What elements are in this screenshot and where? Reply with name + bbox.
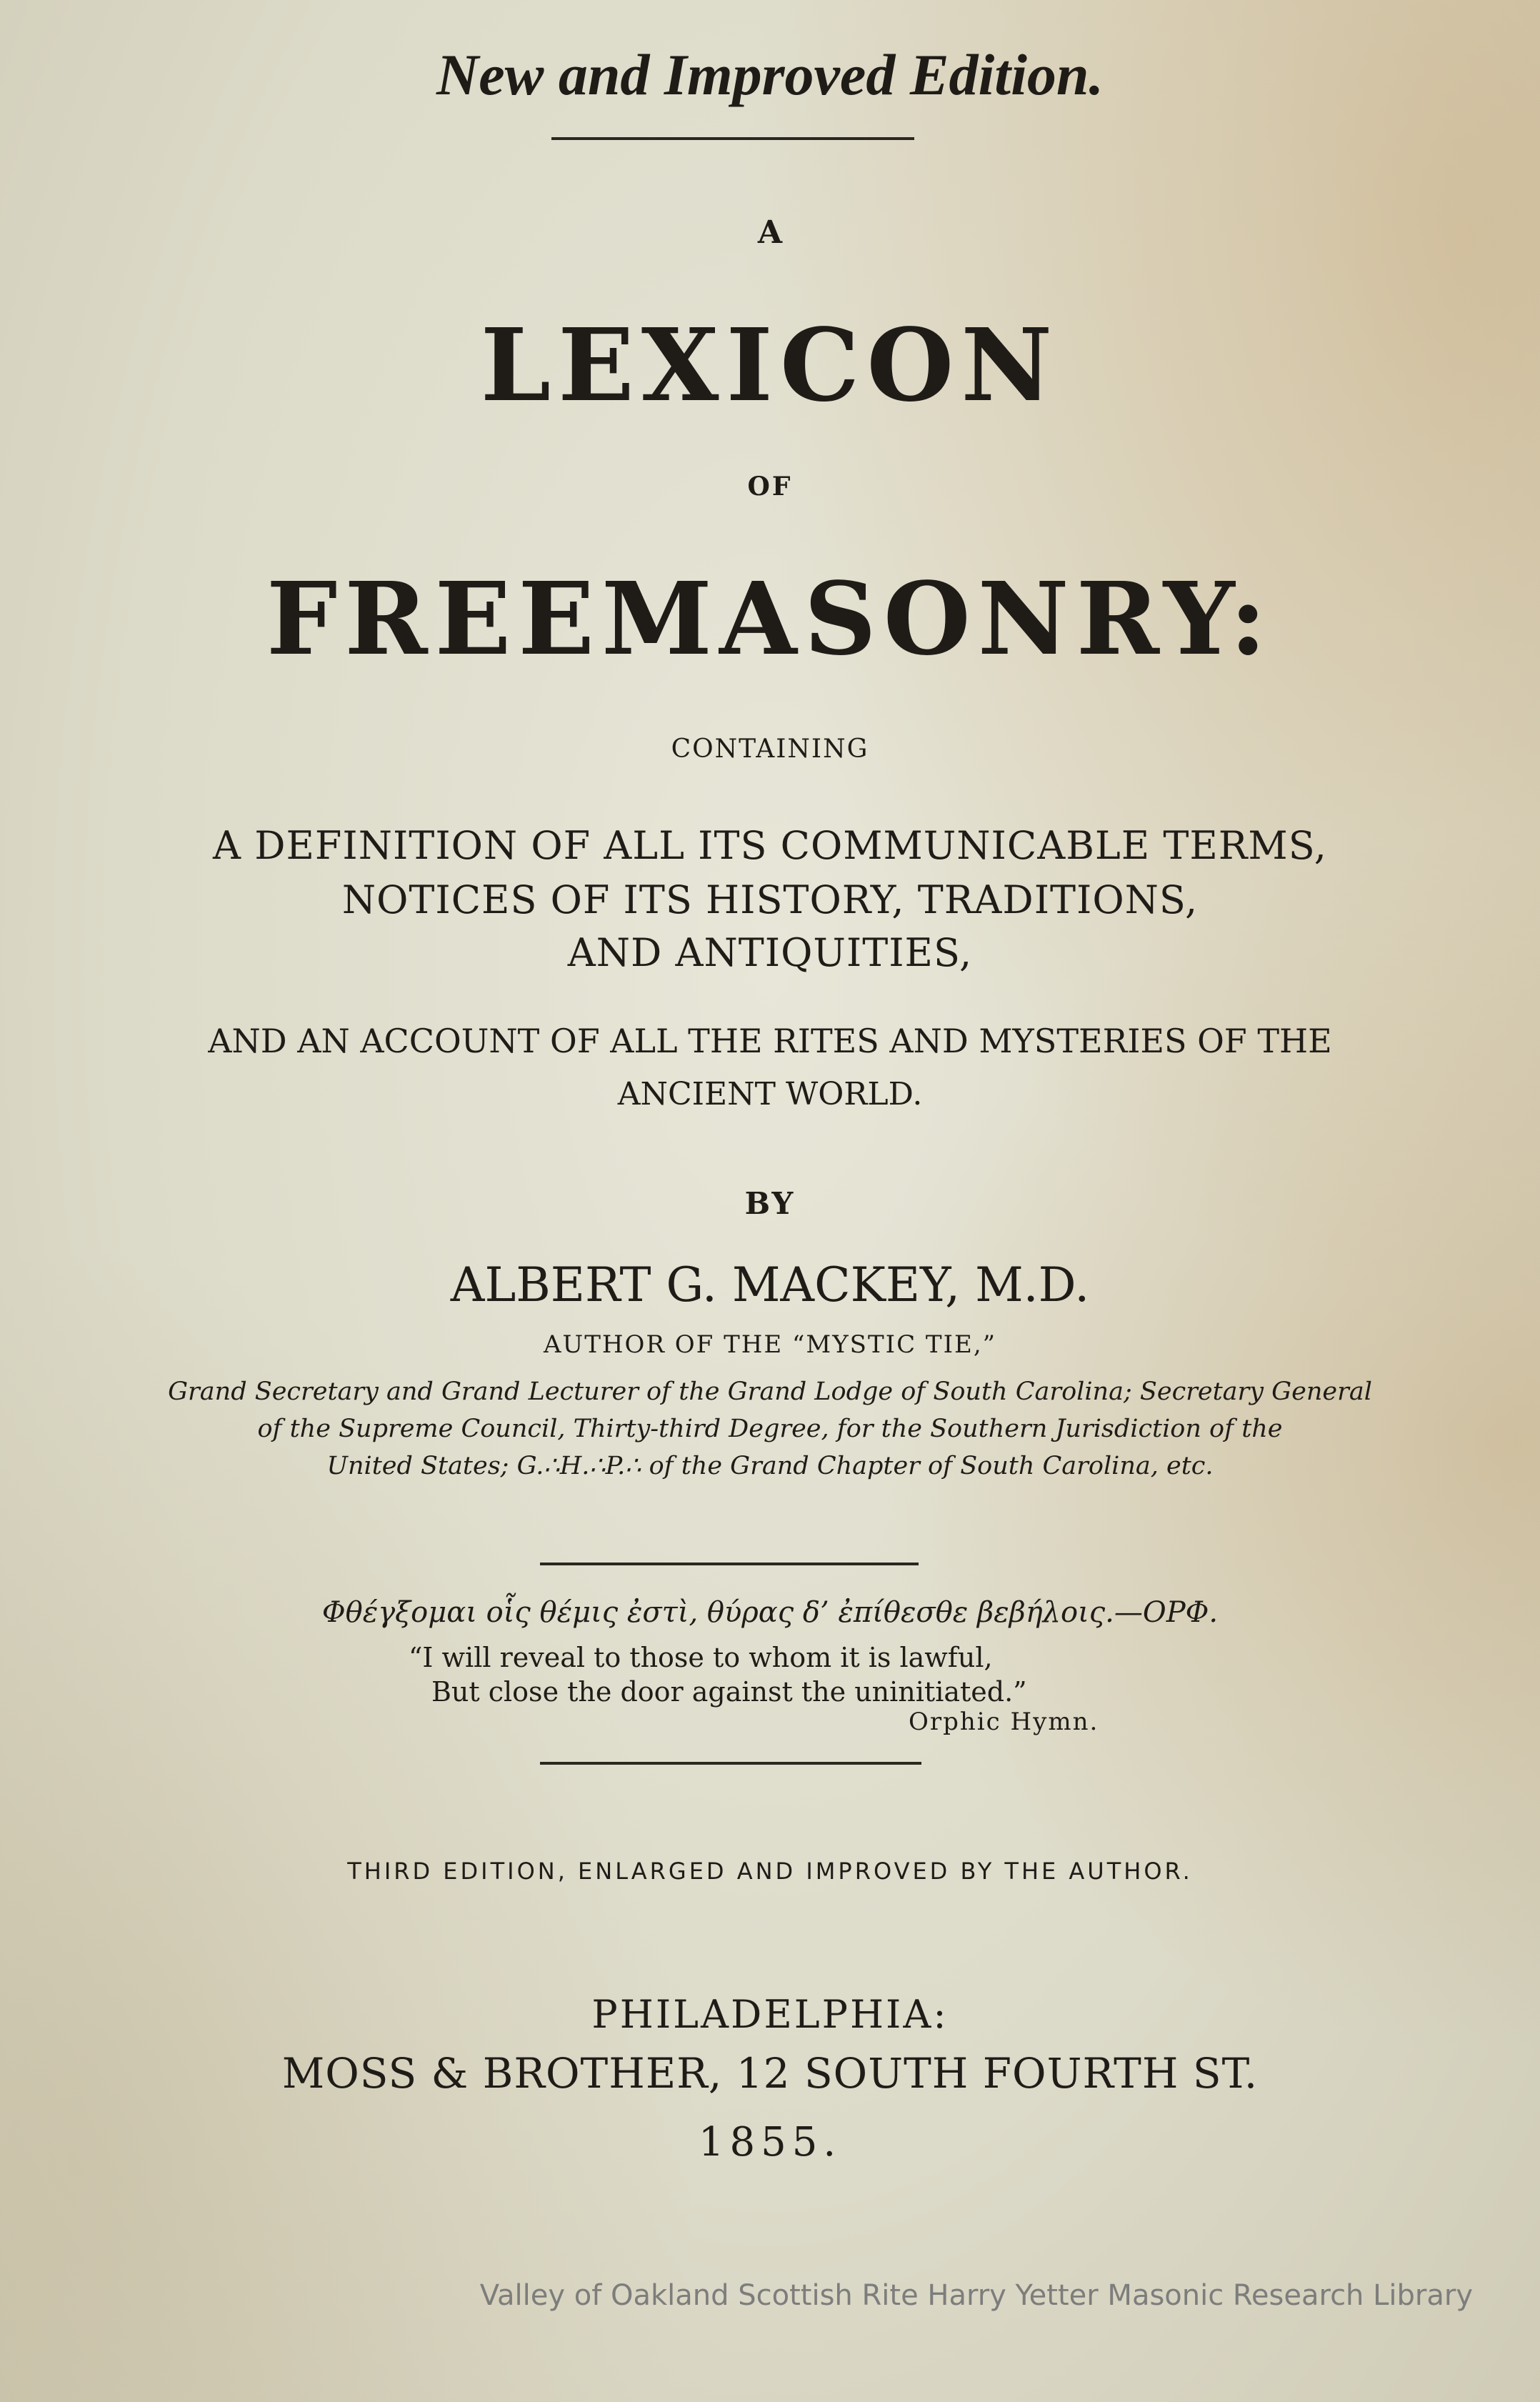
contents-line-1: A DEFINITION OF ALL ITS COMMUNICABLE TERMS, [213, 823, 1327, 868]
imprint-city: PHILADELPHIA: [591, 1992, 949, 2037]
top-rule [551, 137, 914, 140]
edition-heading: New and Improved Edition. [436, 42, 1104, 107]
library-watermark: Valley of Oakland Scottish Rite Harry Yetter Masonic Research Library [479, 2279, 1473, 2312]
title-main: LEXICON [480, 307, 1060, 424]
credentials-line-2: of the Supreme Council, Thirty-third Degree, for the Southern Jurisdiction of the [257, 1415, 1283, 1443]
credentials-line-1: Grand Secretary and Grand Lecturer of the Grand Lodge of South Carolina; Secretary General [168, 1377, 1372, 1406]
edition-note: THIRD EDITION, ENLARGED AND IMPROVED BY THE AUTHOR. [347, 1858, 1193, 1885]
epigraph-source: Orphic Hymn. [909, 1708, 1099, 1736]
containing-label: CONTAINING [671, 734, 869, 764]
imprint-publisher: MOSS & BROTHER, 12 SOUTH FOURTH ST. [281, 2049, 1259, 2098]
epigraph-greek: Φθέγξομαι οἷς θέμις ἐστὶ, θύρας δ’ ἐπίθεσθε βεβήλοις.—ΟΡΦ. [321, 1596, 1219, 1629]
title-article: A [757, 214, 783, 251]
epigraph-rule-top [540, 1563, 919, 1565]
author-name: ALBERT G. MACKEY, M.D. [450, 1257, 1090, 1312]
contents-line-3: AND ANTIQUITIES, [567, 930, 973, 975]
credentials-line-3: United States; G.∴H.∴P.∴ of the Grand Chapter of South Carolina, etc. [326, 1452, 1214, 1480]
author-of: AUTHOR OF THE “MYSTIC TIE,” [543, 1330, 997, 1359]
title-of: OF [747, 472, 793, 502]
imprint-year: 1855. [698, 2119, 842, 2166]
contents-line-5: ANCIENT WORLD. [617, 1076, 923, 1112]
contents-line-4: AND AN ACCOUNT OF ALL THE RITES AND MYSTERIES OF THE [208, 1022, 1332, 1060]
epigraph-english-2: But close the door against the uninitiated.” [431, 1676, 1027, 1708]
contents-line-2: NOTICES OF ITS HISTORY, TRADITIONS, [341, 877, 1199, 922]
title-subject: FREEMASONRY: [266, 561, 1274, 678]
epigraph-rule-bottom [540, 1762, 921, 1765]
epigraph-english-1: “I will reveal to those to whom it is lawful, [409, 1642, 993, 1673]
by-label: BY [744, 1186, 796, 1221]
